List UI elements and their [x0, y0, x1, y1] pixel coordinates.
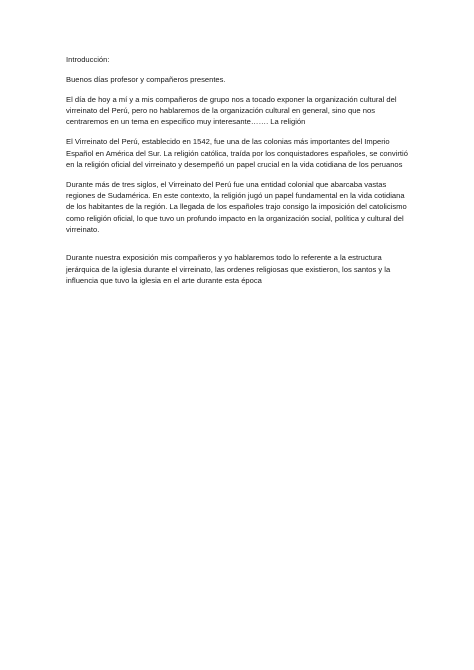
- catholicism-paragraph: Durante más de tres siglos, el Virreinato del Perú fue una entidad colonial que abarcaba vastas regiones de Sudamérica. En este contexto, la religión jugó un papel fundamental en la vida cotidiana de los habitantes de la región. La llegada de los españoles trajo consigo la imposición del catolicismo como religión oficial, lo que tuvo un profundo impacto en la organización social, política y cultural del virreinato.: [66, 179, 407, 234]
- viceroyalty-paragraph: El Virreinato del Perú, establecido en 1542, fue una de las colonias más importantes del Imperio Español en América del Sur. La religión católica, traída por los conquistadores españoles, se convirtió en la religión oficial del virreinato y desempeñó un papel crucial en la vida cotidiana de los peruanos: [66, 137, 408, 169]
- topic-paragraph: El día de hoy a mí y a mis compañeros de grupo nos a tocado exponer la organización cultural del virreinato del Perú, pero no hablaremos de la organización cultural en general, sino que nos centraremos en un tema en especifico muy interesante……. La religión: [66, 94, 397, 127]
- presentation-outline-paragraph: Durante nuestra exposición mis compañeros y yo hablaremos todo lo referente a la estructura jerárquica de la iglesia durante el virreinato, las ordenes religiosas que existieron, los santos y la influencia que tuvo la iglesia en el arte durante esta época: [66, 253, 391, 285]
- document-body: [66, 54, 414, 295]
- introduction-heading: Introducción:: [66, 55, 110, 64]
- greeting-paragraph: Buenos días profesor y compañeros presentes.: [66, 74, 226, 84]
